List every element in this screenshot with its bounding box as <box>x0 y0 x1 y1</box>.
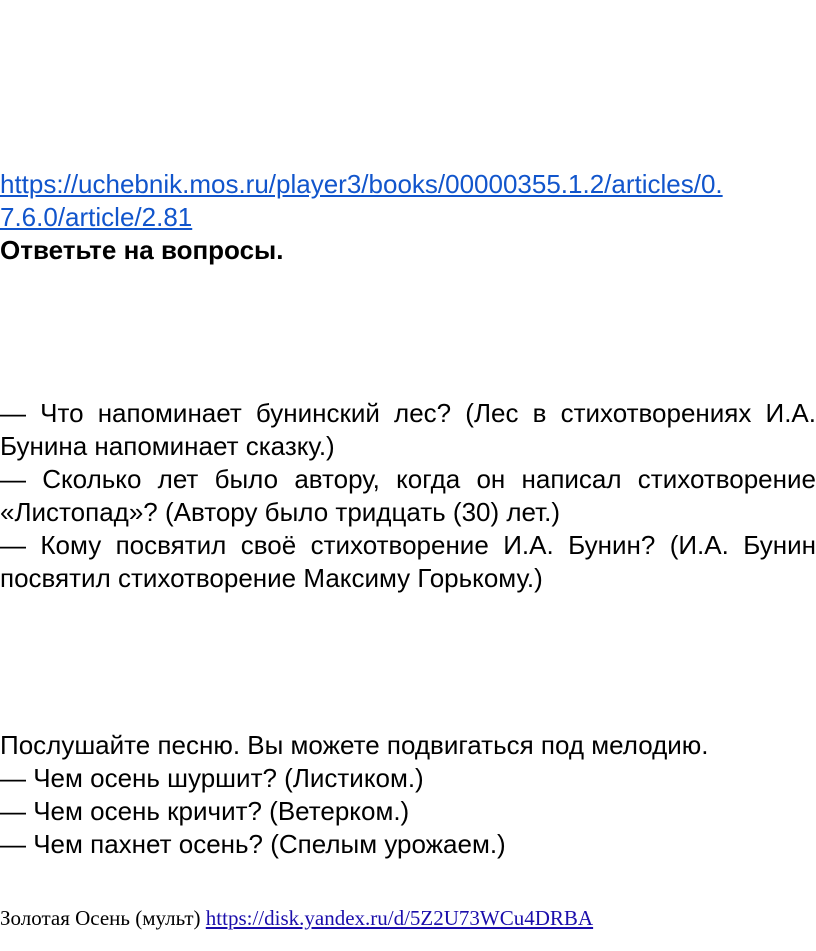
source-link-line-1[interactable]: https://uchebnik.mos.ru/player3/books/00000355.1.2/articles/0. <box>0 169 723 199</box>
song-intro: Послушайте песню. Вы можете подвигаться под мелодию. <box>0 730 709 760</box>
question-item: — Сколько лет было автору, когда он написал стихотворение «Листопад»? (Автору было тридцать (30) лет.) <box>0 464 816 527</box>
section-heading: Ответьте на вопросы. <box>0 235 284 265</box>
song-line: — Чем осень шуршит? (Листиком.) <box>0 763 424 793</box>
question-item: — Кому посвятил своё стихотворение И.А. Бунин? (И.А. Бунин посвятил стихотворение Максиму Горькому.) <box>0 530 816 593</box>
song-line: — Чем осень кричит? (Ветерком.) <box>0 796 410 826</box>
source-link-line-2[interactable]: 7.6.0/article/2.81 <box>0 202 193 232</box>
footer-video-link[interactable]: https://disk.yandex.ru/d/5Z2U73WCu4DRBA <box>205 906 594 930</box>
source-link-block <box>0 168 816 267</box>
footer-label: Золотая Осень (мульт) <box>0 906 206 930</box>
footer-line <box>0 905 816 931</box>
song-line: — Чем пахнет осень? (Спелым урожаем.) <box>0 829 506 859</box>
song-block <box>0 729 816 861</box>
questions-block <box>0 397 816 595</box>
question-item: — Что напоминает бунинский лес? (Лес в стихотворениях И.А. Бунина напоминает сказку.) <box>0 398 816 461</box>
